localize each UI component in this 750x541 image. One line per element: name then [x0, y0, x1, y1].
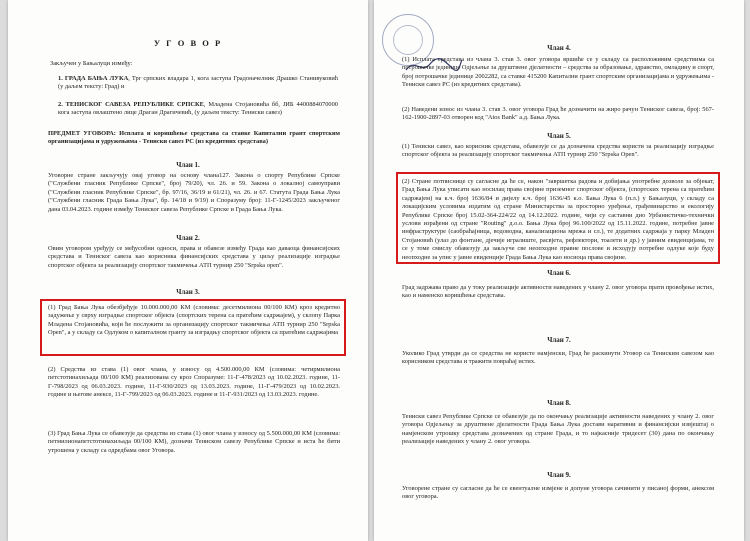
article-3-heading: Члан 3.	[176, 288, 200, 296]
party-1	[58, 75, 338, 92]
party-2-name: ТЕНИСКОГ САВЕЗА РЕПУБЛИКЕ СРПСКЕ	[65, 101, 204, 108]
party-1-details: , Трг српских владара 1, кога заступа Градоначелник Драшко Станивуковић (у даљем тексту: Град) и	[58, 75, 338, 91]
highlight-box-article-3	[40, 299, 346, 356]
highlight-box-article-5	[396, 172, 720, 264]
article-4-paragraph-2: (2) Наведени износ из члана 3. став 3. овог уговора Град ће дозначити на жиро рачун Тениског савеза, број: 567-162-1900-2897-03 отворен код "Atos Bank" а.д. Бања Лука.	[402, 106, 714, 122]
article-4-paragraph-1: (1) Исплата средстава из члана 3. став 3. овог уговора вршиће се у складу са расположивим средствима са потрошачке јединице Одјељење за друштвене дјелатности – средства за образовање, здравство, омладину и спорт, број потрошачке јединице 2002282, са ставке 415200 Капитални грант спортским организацијама и удружењима - Тениски савез РС (из кредитних средстава).	[402, 56, 714, 89]
article-3-paragraph-1: (1) Град Бања Лука обезбјеђује 10.000.000,00 КМ (словима: десетмилиона 00/100 КМ) кроз кредитно задужење у сврху изградње спортског објекта (спортских терена са пратећим садржајем), у склопу Парка Младена Стојановића, који ће послужити за организацију спортског такмичења АТП турнир 250 "Srpska Open", а у складу са Одлуком о капиталном гранту за изградњу спортског објекта са пратећим садржајима	[48, 304, 340, 337]
article-6-heading: Члан 6.	[547, 269, 571, 277]
article-8-heading: Члан 8.	[547, 399, 571, 407]
article-4-heading: Члан 4.	[547, 44, 571, 52]
article-3-paragraph-2: (2) Средства из става (1) овог члана, у износу од 4.500.000,00 КМ (словима: четирмилиона петстотинахиљада 00/100 КМ) реализована су кроз Споразуме: 11-Г-478/2023 од 10.02.2023. године, 11-Г-798/2023 од 06.03.2023. године, 11-Г-930/2023 од 13.03.2023. године, 11-Г-479/2023 од 10.02.2023. године и његове анексе, 11-Г-799/2023 од 06.03.2023. године и 11-Г-931/2023 од 13.03.2023. године.	[48, 366, 340, 399]
contract-subject	[48, 130, 340, 147]
article-9-heading: Члан 9.	[547, 471, 571, 479]
party-2-details: , Младена Стојановића бб, ЈИБ 4400884070000 кога заступа овлаштено лице Драган Драгичевић, (у даљем тексту: Тениски савез)	[58, 101, 338, 117]
article-8-text: Тениски савез Републике Српске се обавезује да по окончању реализације активности наведених у члану 2. овог уговора Одјељењу за друштвене дјелатности Града Бања Лука достави наративни и финансијски извјештај о намјенском утрошку средстава дозначених од стране Града, и то најкасније тридесет (30) дана по окончању реализације наведених у члану 2. овог уговора.	[402, 413, 714, 446]
subject-text: Исплата и коришћење средстава са ставке Капитални грант спортским организацијама и удружењима - Тениски савез РС (из кредитних средстава)	[48, 130, 340, 146]
article-5-paragraph-2: (2) Стране потписнице су сагласне да ће се, након "завршетка радова и добијања употребне дозволе за објекат, Град Бања Лука уписати као носилац права својине приземног спортског објекта, (спортских терена са пратећим садржајем) на к.ч. број 1636/84 и дијелу к.ч. број 1636/45 к.о. Бања Лука 6 (п.л.) у Бањалуци, у складу са локацијским условима издатим од стране Министарства за просторно уређење, грађевинарство и екологију Републике Српске број 15.02-364-224/22 од 14.12.2022. године, чији су саставни дио Урбанистичко-технички услови израђени од стране "Routing" д.о.о. Бања Лука број 96.100/2022 од 15.11.2022. године, потребне јавне инфраструктуре (саобраћајница, водоводна, канализациона мрежа и сл.), те додатних садржаја у парку Младен Стојановић (улаз до фонтане, дјечије игралиште, расвјета, рефлектори, тоалети и др.) у јавним евиденцијама, те се у томе смислу обавезују да закључе све неопходне правне послове и исходују потребне одлуке које буду неопходне за упис у јавне евиденције Града Бања Лука као носиоца права својине.	[402, 178, 714, 261]
article-1-heading: Члан 1.	[176, 161, 200, 169]
party-1-name: ГРАДА БАЊА ЛУКА	[64, 75, 129, 82]
article-6-text: Град задржава право да у току реализације активности наведених у члану 2. овог уговора прати провођење истих, као и наменско коришћење средстава.	[402, 284, 714, 300]
article-5-paragraph-1: (1) Тениски савез, као корисник средстава, обавезује се да дозначена средства користи за реализацију изградње спортског објекта за реализацију спортског такмичења АТП турнир 250 "Srpska Open".	[402, 143, 714, 159]
party-1-number: 1.	[58, 75, 63, 82]
article-1-text: Уговорне стране закључују овај уговор на основу члана127. Закона о спорту Републике Српске ("Службени гласник Републике Српске", број 79/20), чл. 26. и 59. Закона о локалној самоуправи ("Службени гласник Републике Српске", бр. 97/16, 36/19 и 61/21), чл. 26. и 67. Статута Града Бања Лука ("Службени гласник Града Бања Лука", бр. 14/18 и 9/19) и Споразуму број: 11-Г-1245/2023 закљученог дана 03.04.2023. године између Тениског савеза Републике Српске и Града Бања Лука.	[48, 172, 340, 213]
article-2-text: Овим уговором уређују се међусобни односи, права и обавезе између Града као даваоца финансијских средстава и Тениског савеза као корисника финансијских средстава у циљу реализације изградње спортског објекта за реализацију спортског такмичења АТП турнир 250 "Srpska open".	[48, 245, 340, 269]
article-3-paragraph-3: (3) Град Бања Лука се обавезује да средства из става (1) овог члана у износу од 5.500.000,00 КМ (словима: петмилионапетстотинахиљада 00/100 КМ), дозначи Тениском савезу Републике Српске и иста ће бити утрошена у складу са одредбама овог Уговора.	[48, 430, 340, 454]
intro-text: Закључен у Бањалуци између:	[50, 60, 133, 67]
party-2-number: 2.	[58, 101, 63, 108]
article-9-text: Уговорене стране су сагласне да ће се евентуалне измјене и допуне уговора сачинити у писаној форми, анексом овог уговора.	[402, 485, 714, 501]
subject-label: ПРЕДМЕТ УГОВОРА:	[48, 130, 116, 137]
article-2-heading: Члан 2.	[176, 234, 200, 242]
article-7-heading: Члан 7.	[547, 336, 571, 344]
article-7-text: Уколико Град утврди да се средства не користе намјенски, Град ће раскинути Уговор са Тениским савезом као корисником средстава и тражити повраћај истих.	[402, 350, 714, 366]
article-5-heading: Члан 5.	[547, 132, 571, 140]
contract-title: У Г О В О Р	[153, 38, 223, 48]
contract-page-right	[374, 0, 744, 541]
contract-page-left	[8, 0, 368, 541]
party-2	[58, 101, 338, 118]
